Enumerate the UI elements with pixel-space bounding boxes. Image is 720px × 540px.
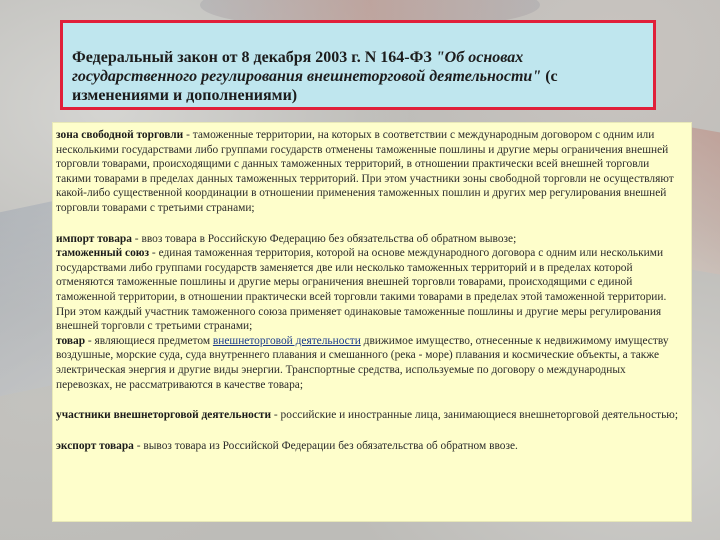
spacer [56,392,683,408]
link-foreign-trade-activity[interactable]: внешнеторговой деятельности [212,334,361,347]
definition-export [56,439,683,454]
slide-title [72,48,647,105]
definition-text: - ввоз товара в Российскую Федерацию без обязательства об обратном вывозе; [131,232,517,245]
term-customs-union: таможенный союз [56,247,150,260]
term-export: экспорт товара [56,439,134,452]
definition-text: - российские и иностранные лица, занимающиеся внешнеторговой деятельностью; [271,409,678,422]
definition-goods [56,334,683,392]
title-law-amendments: (с изменениями и дополнениями) [72,68,558,104]
term-participants: участники внешнеторговой деятельности [56,409,272,422]
definition-free-trade-zone [56,128,683,216]
spacer [56,423,683,439]
spacer [56,216,683,232]
definition-import [56,232,683,247]
title-law-subject: "Об основах государственного регулирования внешнеторговой деятельности" [72,49,542,85]
term-import: импорт товара [56,232,132,245]
definition-text: - единая таможенная территория, которой на основе международного договора с одним или несколькими государствами либо группами государств заменяется две или несколько таможенных территорий и в пределах которой отменяются таможенные пошлины и другие меры ограничения внешней торговли товарами, происходящими с единой таможенной территории, в отношении практически всей торговли такими товарами в пределах этой таможенной территории. При этом каждый участник таможенного союза применяет одинаковые таможенные пошлины и другие меры регулирования внешней торговли с третьими странами; [56,247,667,333]
title-law-name: Федеральный закон от 8 декабря 2003 г. N 164-ФЗ [72,49,436,66]
definition-text: - вывоз товара из Российской Федерации без обязательства об обратном ввозе. [133,439,518,452]
definitions-text-box [52,122,692,522]
title-box [60,20,656,110]
definition-text: движимое имущество, отнесенные к недвижимому имуществу воздушные, морские суда, суда внутреннего плавания и смешанного (река - море) плавания и космические объекты, а также электрическая энергия и другие виды энергии. Транспортные средства, используемые по договору о международных перевозках, не рассматриваются в качестве товара; [56,334,669,391]
definition-text: - таможенные территории, на которых в соответствии с международным договором с одним или несколькими государствами либо группами государств отменены таможенные пошлины и другие меры ограничения внешней торговли товарами, происходящими с данных таможенных территорий, в отношении практически всей внешней торговли такими товарами в пределах данных таможенных территорий. При этом участники зоны свободной торговли не осуществляют какой-либо существенной координации в отношении применения таможенных пошлин и других мер регулирования внешней торговли товарами с третьими странами; [56,129,674,214]
definition-participants [56,408,683,423]
term-free-trade-zone: зона свободной торговли [56,129,184,141]
definition-text: - являющиеся предметом [85,334,213,347]
term-goods: товар [56,334,86,347]
definition-customs-union [56,246,683,334]
